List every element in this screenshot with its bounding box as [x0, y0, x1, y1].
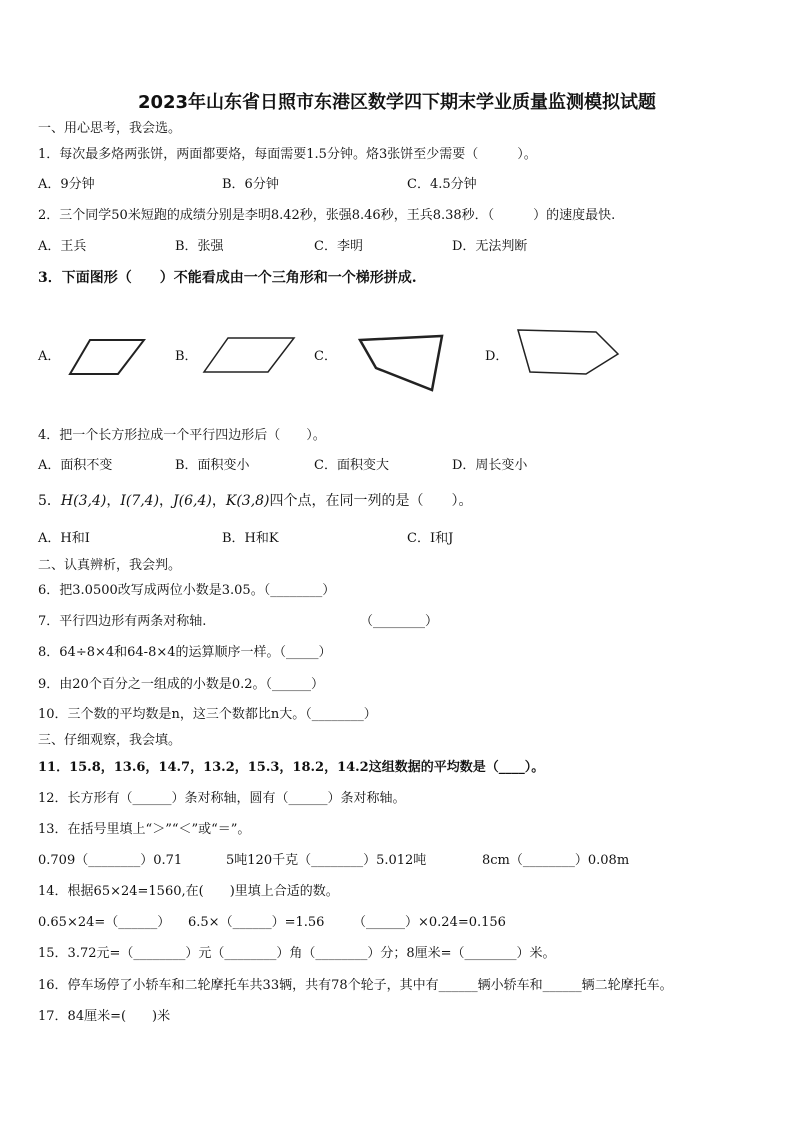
- q5-suffix: 四个点，在同一列的是（ ）。: [269, 493, 473, 509]
- q3-figure-b-parallelogram: [198, 334, 298, 378]
- q4-option-c: C．面积变大: [314, 458, 389, 473]
- question-5: 5．H(3,4)，I(7,4)，J(6,4)，K(3,8)四个点，在同一列的是（ ）。: [38, 493, 473, 509]
- q5-point-j: J(6,4): [173, 493, 212, 509]
- q2-option-c: C．李明: [314, 239, 363, 254]
- q1-option-a: A．9分钟: [38, 177, 95, 192]
- q13-item-3: 8cm（________）0.08m: [482, 853, 630, 868]
- question-17: 17．84厘米=( )米: [38, 1009, 171, 1024]
- question-6: 6．把3.0500改写成两位小数是3.05。（________）: [38, 583, 336, 598]
- section-heading-3: 三、仔细观察，我会填。: [38, 733, 182, 748]
- q1-option-c: C．4.5分钟: [407, 177, 477, 192]
- q5-number: 5．: [38, 493, 61, 509]
- q5-option-a: A．H和I: [38, 531, 90, 546]
- q13-item-2: 5吨120千克（________）5.012吨: [226, 853, 427, 868]
- page-title: 2023年山东省日照市东港区数学四下期末学业质量监测模拟试题: [137, 92, 657, 113]
- question-1: 1．每次最多烙两张饼，两面都要烙，每面需要1.5分钟。烙3张饼至少需要（ ）。: [38, 147, 537, 162]
- q4-option-b: B．面积变小: [175, 458, 250, 473]
- question-9: 9．由20个百分之一组成的小数是0.2。（______）: [38, 677, 324, 692]
- q2-option-b: B．张强: [175, 239, 224, 254]
- q4-option-a: A．面积不变: [38, 458, 113, 473]
- question-10: 10．三个数的平均数是n，这三个数都比n大。（________）: [38, 707, 377, 722]
- question-16: 16．停车场停了小轿车和二轮摩托车共33辆，共有78个轮子，其中有______辆小轿车和______辆二轮摩托车。: [38, 978, 673, 993]
- question-13: 13．在括号里填上“＞”“＜”或“＝”。: [38, 822, 251, 837]
- q5-option-c: C．I和J: [407, 531, 454, 546]
- question-14: 14．根据65×24=1560,在( )里填上合适的数。: [38, 884, 339, 899]
- section-heading-1: 一、用心思考，我会选。: [38, 121, 182, 136]
- question-7: 7．平行四边形有两条对称轴.: [38, 614, 207, 629]
- q2-option-d: D．无法判断: [452, 239, 528, 254]
- q3-figure-a-parallelogram: [66, 336, 146, 378]
- question-12: 12．长方形有（______）条对称轴，圆有（______）条对称轴。: [38, 791, 406, 806]
- q1-option-b: B．6分钟: [222, 177, 279, 192]
- q3-option-a: A．: [38, 349, 61, 364]
- q3-figure-d-pentagon: [512, 324, 624, 380]
- q3-option-c: C．: [314, 349, 337, 364]
- q13-item-1: 0.709（________）0.71: [38, 853, 183, 868]
- q3-option-b: B．: [175, 349, 198, 364]
- q5-point-h: H(3,4): [60, 493, 107, 509]
- question-8: 8．64÷8×4和64-8×4的运算顺序一样。（_____）: [38, 645, 332, 660]
- question-15: 15．3.72元=（________）元（________）角（________）分；8厘米=（________）米。: [38, 946, 556, 961]
- q4-option-d: D．周长变小: [452, 458, 528, 473]
- q3-figure-c-quadrilateral: [354, 332, 450, 394]
- section-heading-2: 二、认真辨析，我会判。: [38, 558, 182, 573]
- question-4: 4．把一个长方形拉成一个平行四边形后（ ）。: [38, 428, 326, 443]
- q2-option-a: A．王兵: [38, 239, 87, 254]
- q14-item-3: （______）×0.24=0.156: [353, 915, 506, 930]
- q7-answer-blank: （________）: [360, 614, 439, 629]
- q5-point-i: I(7,4): [120, 493, 160, 509]
- q14-item-2: 6.5×（______）=1.56: [188, 915, 325, 930]
- question-2: 2．三个同学50米短跑的成绩分别是李明8.42秒，张强8.46秒，王兵8.38秒．（ ）的速度最快.: [38, 208, 616, 223]
- question-3: 3．下面图形（ ）不能看成由一个三角形和一个梯形拼成.: [38, 270, 417, 286]
- q5-option-b: B．H和K: [222, 531, 279, 546]
- q5-point-k: K(3,8): [225, 493, 270, 509]
- q14-item-1: 0.65×24=（______）: [38, 915, 171, 930]
- question-11: 11．15.8，13.6，14.7，13.2，15.3，18.2，14.2这组数据的平均数是（____）。: [38, 760, 545, 775]
- q3-option-d: D．: [485, 349, 509, 364]
